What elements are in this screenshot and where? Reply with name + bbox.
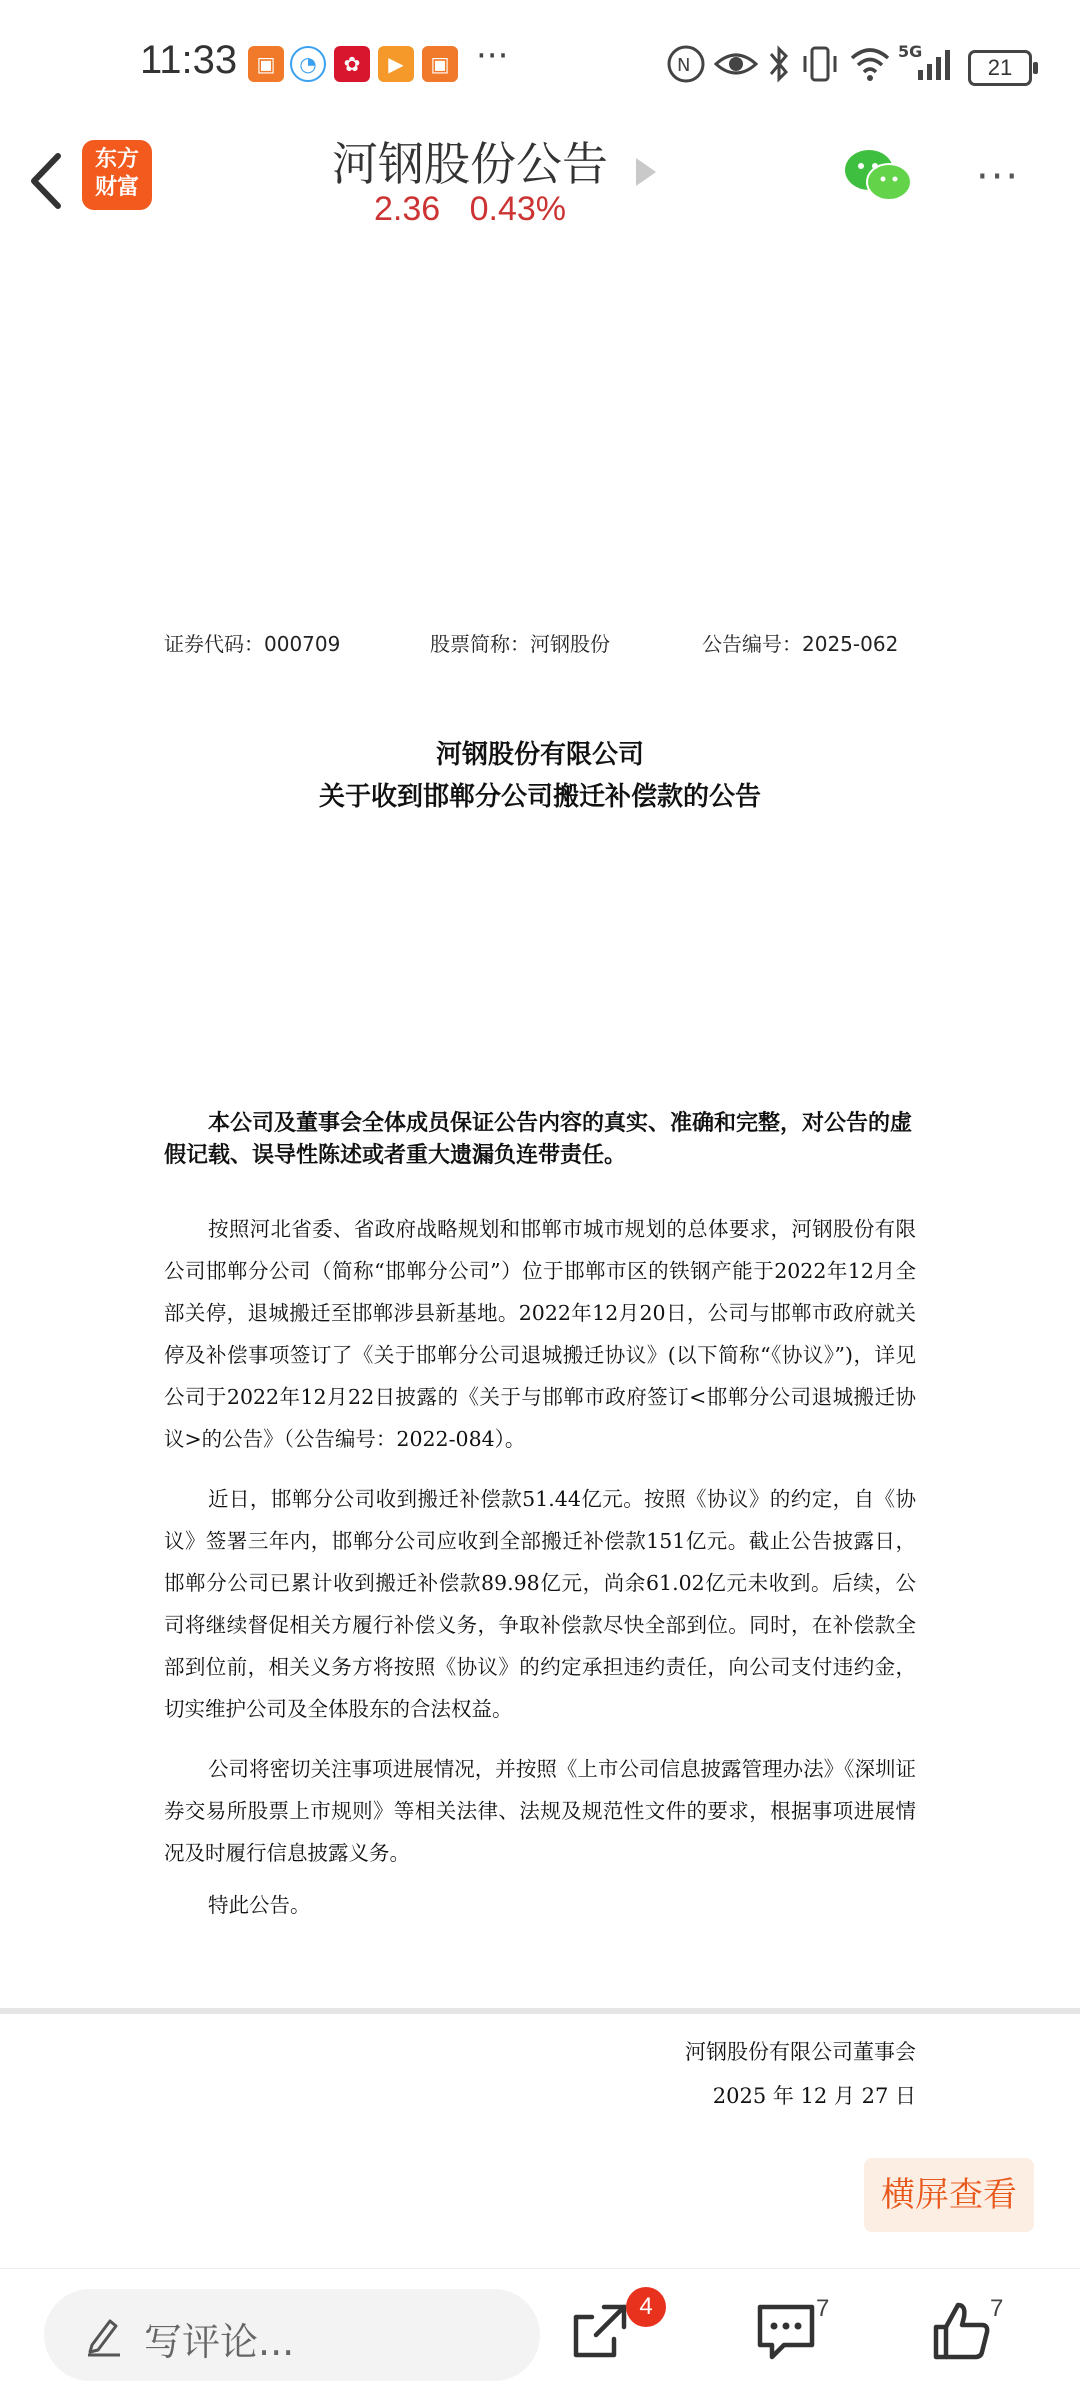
signal-icon bbox=[914, 44, 958, 84]
stock-abbreviation: 股票简称：河钢股份 bbox=[430, 632, 610, 656]
like-thumb-icon[interactable] bbox=[930, 2299, 994, 2363]
back-arrow-icon[interactable] bbox=[22, 146, 72, 216]
declaration-statement: 本公司及董事会全体成员保证公告内容的真实、准确和完整，对公告的虚假记载、误导性陈述或者重大遗漏负连带责任。 bbox=[164, 1111, 913, 1168]
announcement-document bbox=[0, 240, 1080, 2108]
paragraph-disclosure: 公司将密切关注事项进展情况，并按照《上市公司信息披露管理办法》《深圳证券交易所股票上市规则》等相关法律、法规及规范性文件的要求，根据事项进展情况及时履行信息披露义务。 bbox=[164, 1757, 916, 1865]
notification-gift-icon: ✿ bbox=[334, 46, 370, 82]
pencil-icon bbox=[84, 2313, 124, 2357]
landscape-view-button[interactable]: 横屏查看 bbox=[864, 2158, 1034, 2232]
network-type: 5G bbox=[898, 42, 923, 61]
stock-change: 0.43% bbox=[469, 190, 567, 228]
stock-price: 2.36 bbox=[373, 190, 441, 228]
stock-quote bbox=[320, 190, 620, 229]
mute-circle-icon bbox=[666, 44, 706, 84]
signature: 河钢股份有限公司董事会 bbox=[685, 2040, 916, 2064]
comment-count: 7 bbox=[816, 2295, 830, 2322]
paragraph-background: 按照河北省委、省政府战略规划和邯郸市城市规划的总体要求，河钢股份有限公司邯郸分公司（简称“邯郸分公司”）位于邯郸市区的铁钢产能于2022年12月全部关停，退城搬迁至邯郸涉县新基地。2022年12月20日，公司与邯郸市政府就关停及补偿事项签订了《关于邯郸分公司退城搬迁协议》(以下简称“《协议》”)，详见公司于2022年12月22日披露的《关于与邯郸市政府签订<邯郸分公司退城搬迁协议>的公告》（公告编号：2022-084）。 bbox=[164, 1217, 916, 1451]
more-options-icon[interactable]: ··· bbox=[976, 154, 1021, 200]
app-logo bbox=[82, 140, 152, 210]
share-icon[interactable] bbox=[568, 2299, 632, 2363]
document-title-line1: 河钢股份有限公司 bbox=[435, 740, 644, 770]
securities-code: 证券代码：000709 bbox=[164, 632, 341, 656]
notification-browser-icon: ◔ bbox=[290, 46, 326, 82]
comment-input[interactable] bbox=[44, 2289, 540, 2381]
comment-icon[interactable] bbox=[754, 2299, 818, 2363]
content-divider bbox=[0, 2008, 1080, 2014]
status-time: 11:33 bbox=[140, 38, 238, 82]
bottom-action-bar bbox=[0, 2268, 1080, 2401]
notification-more-icon: ··· bbox=[476, 36, 509, 76]
like-count: 7 bbox=[990, 2295, 1004, 2322]
logo-line1: 东方 bbox=[94, 147, 139, 172]
notification-play-icon: ▶ bbox=[378, 46, 414, 82]
paragraph-closing: 特此公告。 bbox=[208, 1893, 311, 1917]
page-title[interactable]: 河钢股份公告 bbox=[332, 137, 608, 191]
wifi-icon bbox=[848, 44, 892, 84]
paragraph-payment: 近日，邯郸分公司收到搬迁补偿款51.44亿元。按照《协议》的约定，自《协议》签署三年内，邯郸分公司应收到全部搬迁补偿款151亿元。截止公告披露日，邯郸分公司已累计收到搬迁补偿款89.98亿元，尚余61.02亿元未收到。后续，公司将继续督促相关方履行补偿义务，争取补偿款尽快全部到位。同时，在补偿款全部到位前，相关义务方将按照《协议》的约定承担违约责任，向公司支付违约金，切实维护公司及全体股东的合法权益。 bbox=[164, 1487, 916, 1721]
next-stock-arrow-icon[interactable] bbox=[636, 158, 656, 186]
document-title-line2: 关于收到邯郸分公司搬迁补偿款的公告 bbox=[318, 782, 761, 812]
share-badge: 4 bbox=[626, 2287, 666, 2327]
signature-date: 2025 年 12 月 27 日 bbox=[712, 2084, 916, 2108]
logo-line2: 财富 bbox=[94, 175, 139, 200]
battery-icon: 21 bbox=[968, 50, 1032, 86]
announcement-number: 公告编号：2025-062 bbox=[702, 632, 899, 656]
comment-placeholder: 写评论... bbox=[144, 2320, 295, 2364]
eye-icon bbox=[714, 44, 758, 84]
wechat-share-icon[interactable] bbox=[842, 146, 914, 206]
notification-app-icon-2: ▣ bbox=[422, 46, 458, 82]
app-header bbox=[0, 128, 1080, 241]
status-bar bbox=[0, 0, 1080, 128]
notification-app-icon: ▣ bbox=[248, 46, 284, 82]
vibrate-icon bbox=[802, 44, 838, 84]
svg-text:N: N bbox=[677, 55, 691, 76]
bluetooth-icon bbox=[766, 44, 792, 84]
